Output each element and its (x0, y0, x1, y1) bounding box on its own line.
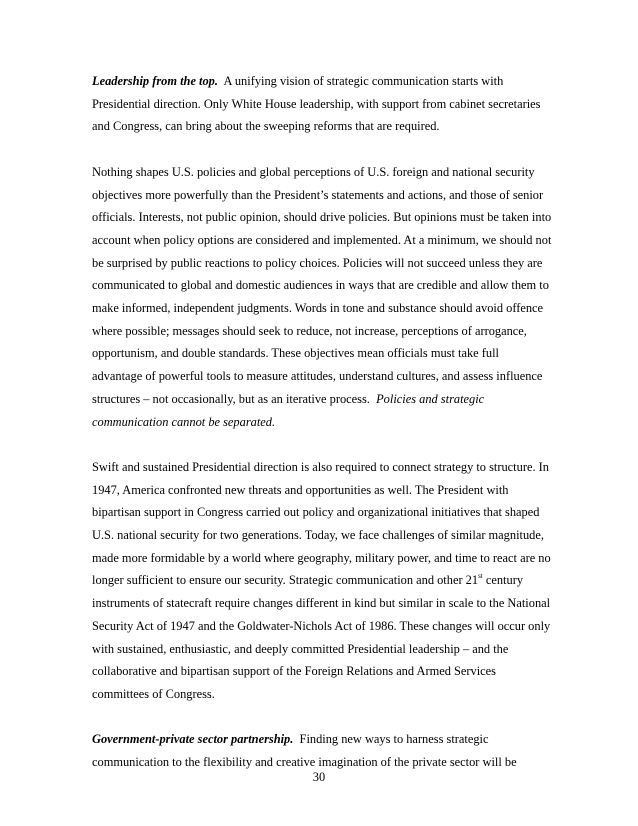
body-text (92, 70, 552, 796)
paragraph-swift-sustained (92, 456, 552, 706)
page-number: 30 (312, 770, 326, 784)
paragraph-nothing-shapes (92, 161, 552, 433)
paragraph-government-private (92, 728, 552, 773)
paragraph-text-continued: century instruments of statecraft require changes different in kind but similar in scale to the National Security Act of 1947 and the Goldwater-Nichols Act of 1986. These changes will occur only with sustained, enthusiastic, and deeply committed Presidential leadership – and the collaborative and bipartisan support of the Foreign Relations and Armed Services committees of Congress. (92, 573, 551, 701)
superscript-ordinal: st (478, 572, 483, 581)
paragraph-lead-heading: Government-private sector partnership. (92, 732, 294, 747)
paragraph-leadership (92, 70, 552, 138)
paragraph-text: A unifying vision of strategic communication starts with Presidential direction. Only White House leadership, with support from cabinet secretaries and Congress, can bring about the sweeping reforms that are required. (92, 74, 541, 134)
paragraph-text: Swift and sustained Presidential direction is also required to connect strategy to structure. In 1947, America confronted new threats and opportunities as well. The President with bipartisan support in Congress carried out policy and organizational initiatives that shaped U.S. national security for two generations. Today, we face challenges of similar magnitude, made more formidable by a world where geography, military power, and time to react are no longer sufficient to ensure our security. Strategic communication and other 21 (92, 459, 551, 588)
paragraph-text: Nothing shapes U.S. policies and global perceptions of U.S. foreign and national security objectives more powerfully than the President’s statements and actions, and those of senior officials. Interests, not public opinion, should drive policies. But opinions must be taken into account when policy options are considered and implemented. At a minimum, we should not be surprised by public reactions to policy choices. Policies will not succeed unless they are communicated to global and domestic audiences in ways that are credible and allow them to make informed, independent judgments. Words in tone and substance should avoid offence where possible; messages should seek to reduce, not increase, perceptions of arrogance, opportunism, and double standards. These objectives mean officials must take full advantage of powerful tools to measure attitudes, understand cultures, and assess influence structures – not occasionally, but as an iterative process. (92, 164, 552, 406)
paragraph-text: Finding new ways to harness strategic communication to the flexibility and creative imagination of the private sector will be (92, 732, 517, 770)
paragraph-italic-closing: Policies and strategic communication cannot be separated. (92, 391, 485, 429)
paragraph-lead-heading: Leadership from the top. (92, 74, 218, 88)
